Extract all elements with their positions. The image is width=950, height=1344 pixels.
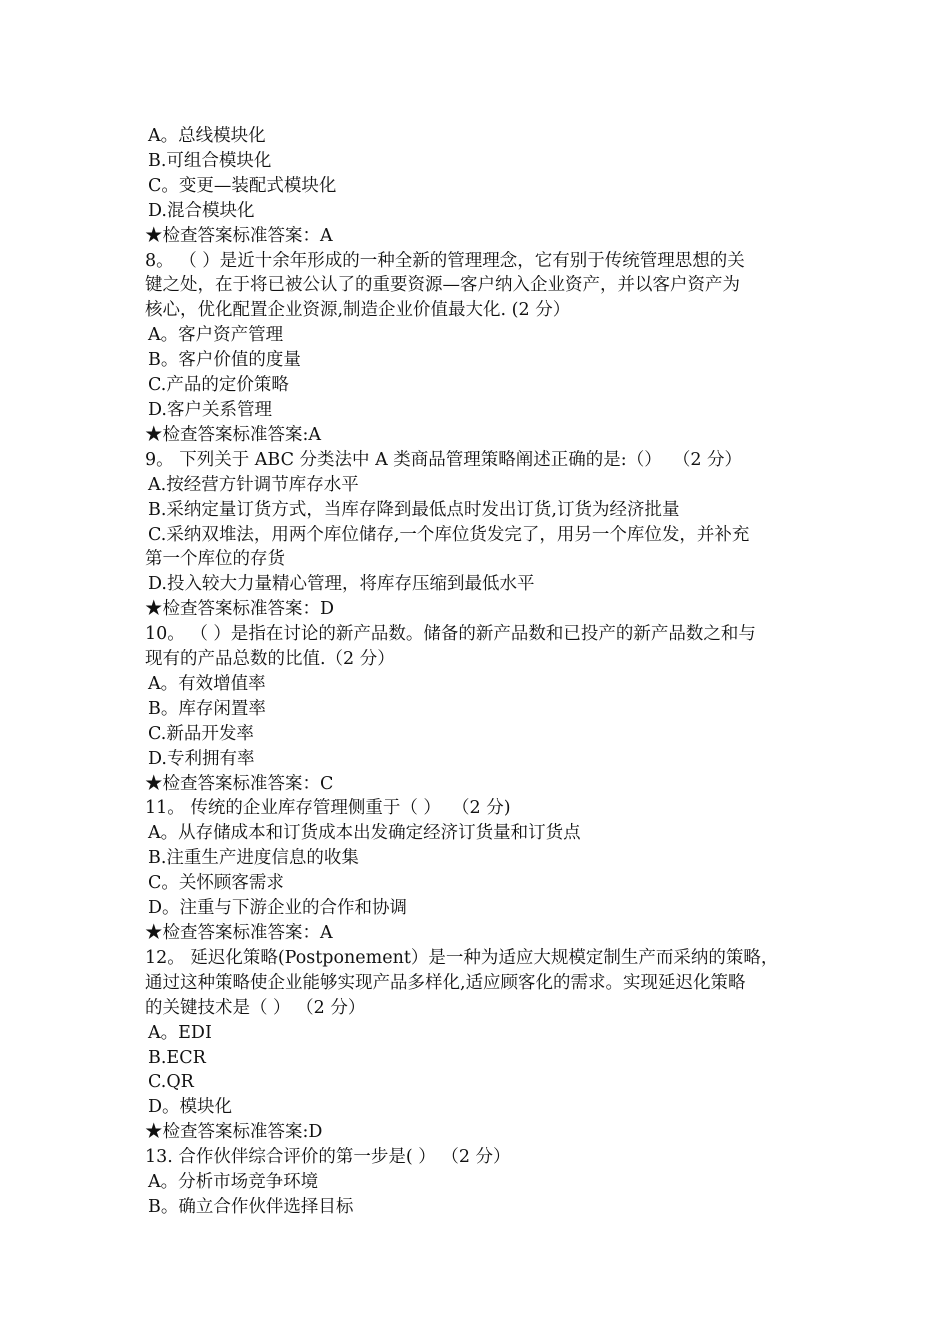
answer-option: A。EDI bbox=[148, 1022, 212, 1043]
answer-option: D.投入较大力量精心管理，将库存压缩到最低水平 bbox=[148, 574, 535, 595]
answer-option: B。客户价值的度量 bbox=[148, 350, 301, 371]
answer-option: B.采纳定量订货方式，当库存降到最低点时发出订货,订货为经济批量 bbox=[148, 499, 680, 520]
answer-option: D。模块化 bbox=[148, 1097, 233, 1118]
answer-option: A.按经营方针调节库存水平 bbox=[148, 474, 359, 495]
standard-answer: ★检查答案标准答案：D bbox=[145, 599, 335, 620]
answer-option: C。关怀顾客需求 bbox=[148, 873, 284, 894]
question-text: 键之处，在于将已被公认了的重要资源—客户纳入企业资产，并以客户资产为 bbox=[145, 275, 740, 296]
question-text: 10。 （ ）是指在讨论的新产品数。储备的新产品数和已投产的新产品数之和与 bbox=[145, 624, 756, 645]
answer-option: C.采纳双堆法，用两个库位储存,一个库位货发完了，用另一个库位发，并补充 bbox=[148, 524, 750, 545]
answer-option: B。确立合作伙伴选择目标 bbox=[148, 1196, 354, 1217]
question-text: 现有的产品总数的比值.（2 分） bbox=[145, 649, 395, 670]
answer-option: B.注重生产进度信息的收集 bbox=[148, 848, 359, 869]
standard-answer: ★检查答案标准答案:A bbox=[145, 424, 322, 445]
answer-option: B。库存闲置率 bbox=[148, 698, 266, 719]
answer-option: B.可组合模块化 bbox=[148, 150, 272, 171]
document-page bbox=[145, 124, 815, 1220]
standard-answer: ★检查答案标准答案:D bbox=[145, 1122, 323, 1143]
answer-option: B.ECR bbox=[148, 1047, 206, 1068]
answer-option: A。客户资产管理 bbox=[148, 325, 284, 346]
standard-answer: ★检查答案标准答案：A bbox=[145, 923, 333, 943]
answer-option: D.客户关系管理 bbox=[148, 399, 272, 420]
question-text: 第一个库位的存货 bbox=[145, 549, 285, 570]
question-text: 通过这种策略使企业能够实现产品多样化,适应顾客化的需求。实现延迟化策略 bbox=[145, 972, 746, 993]
answer-option: A。分析市场竞争环境 bbox=[148, 1172, 319, 1193]
standard-answer: ★检查答案标准答案：C bbox=[145, 773, 334, 794]
question-text: 9。 下列关于 ABC 分类法中 A 类商品管理策略阐述正确的是:（） （2 分） bbox=[145, 449, 743, 470]
standard-answer: ★检查答案标准答案：A bbox=[145, 225, 333, 246]
answer-option: A。从存储成本和订货成本出发确定经济订货量和订货点 bbox=[148, 823, 581, 844]
question-text: 核心，优化配置企业资源,制造企业价值最大化. (2 分） bbox=[145, 300, 571, 321]
question-text: 8。 （ ）是近十余年形成的一种全新的管理理念，它有别于传统管理思想的关 bbox=[145, 250, 745, 271]
answer-option: D。注重与下游企业的合作和协调 bbox=[148, 898, 408, 919]
answer-option: A。有效增值率 bbox=[148, 673, 266, 694]
question-text: 13. 合作伙伴综合评价的第一步是( ） （2 分） bbox=[145, 1147, 511, 1168]
question-text: 12。 延迟化策略(Postponement）是一种为适应大规模定制生产而采纳的策略， bbox=[145, 947, 779, 968]
question-text: 的关键技术是（ ） （2 分） bbox=[145, 997, 366, 1018]
answer-option: A。总线模块化 bbox=[148, 126, 266, 146]
answer-option: C。变更—装配式模块化 bbox=[148, 175, 337, 196]
answer-option: D.混合模块化 bbox=[148, 200, 255, 221]
answer-option: C.产品的定价策略 bbox=[148, 375, 289, 396]
question-text: 11。 传统的企业库存管理侧重于（ ） （2 分) bbox=[145, 798, 511, 819]
answer-option: C.新品开发率 bbox=[148, 723, 254, 744]
answer-option: C.QR bbox=[148, 1072, 194, 1093]
answer-option: D.专利拥有率 bbox=[148, 748, 255, 769]
